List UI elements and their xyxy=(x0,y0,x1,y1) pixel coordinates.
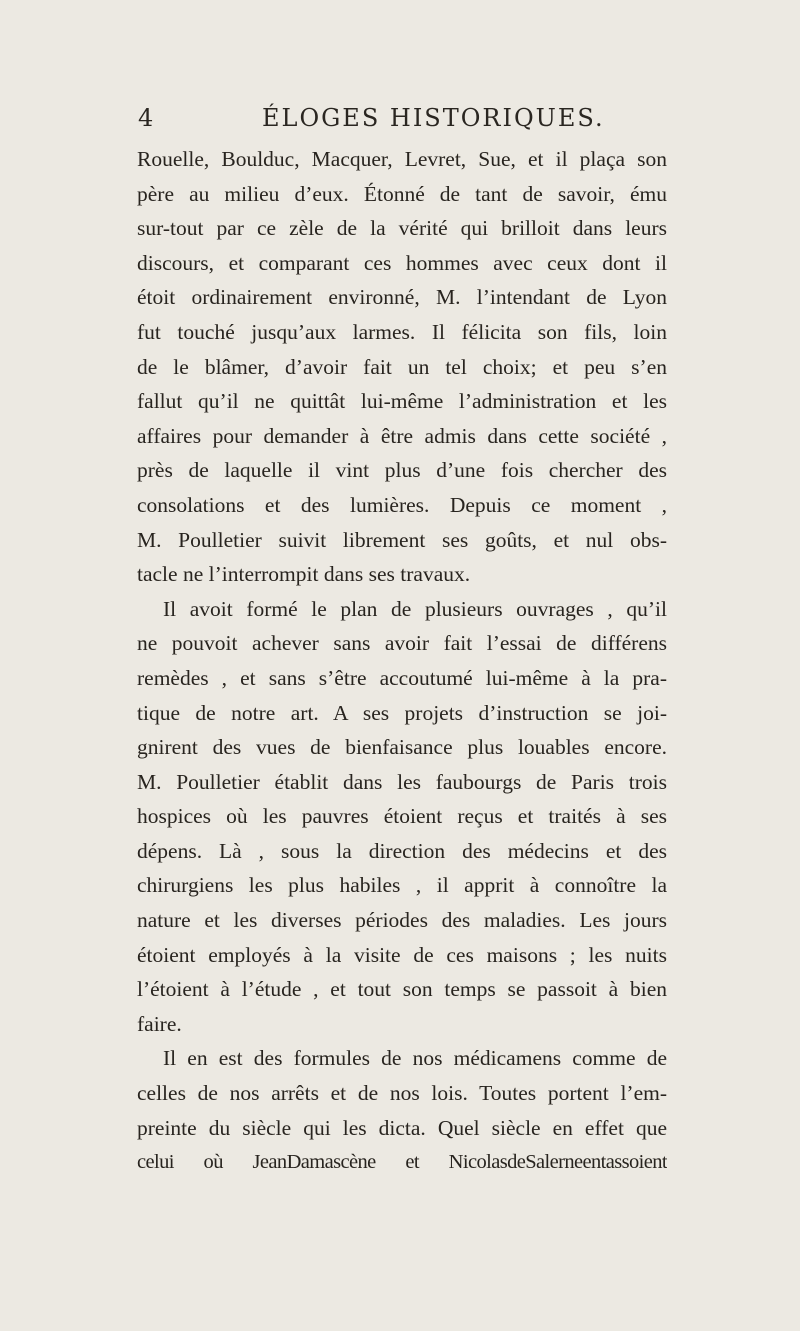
text-line: chirurgiens les plus habiles , il apprit à connoître la xyxy=(137,873,667,898)
text-line: preinte du siècle qui les dicta. Quel siècle en effet que xyxy=(137,1115,667,1140)
text-line: celui où JeanDamascène et NicolasdeSalerneentassoient xyxy=(137,1151,667,1174)
paragraph-start-line: Il avoit formé le plan de plusieurs ouvrages , qu’il xyxy=(163,596,667,621)
text-line: étoit ordinairement environné, M. l’intendant de Lyon xyxy=(137,285,667,310)
running-head xyxy=(138,100,658,140)
text-line: fallut qu’il ne quittât lui-même l’administration et les xyxy=(137,389,667,414)
page-number: 4 xyxy=(138,104,154,132)
text-line: de le blâmer, d’avoir fait un tel choix; et peu s’en xyxy=(137,354,667,379)
text-line: consolations et des lumières. Depuis ce moment , xyxy=(137,492,667,517)
paragraph-start-line: Il en est des formules de nos médicamens comme de xyxy=(163,1046,667,1071)
text-line: affaires pour demander à être admis dans cette société , xyxy=(137,423,667,448)
text-line: tacle ne l’interrompit dans ses travaux. xyxy=(137,562,471,587)
text-line: fut touché jusqu’aux larmes. Il félicita son fils, loin xyxy=(137,319,667,344)
text-line: M. Poulletier suivit librement ses goûts, et nul obs- xyxy=(137,527,667,552)
text-line: hospices où les pauvres étoient reçus et traités à ses xyxy=(137,804,667,829)
text-line: ne pouvoit achever sans avoir fait l’essai de différens xyxy=(137,631,667,656)
text-line: discours, et comparant ces hommes avec ceux dont il xyxy=(137,250,667,275)
running-title: ÉLOGES HISTORIQUES. xyxy=(262,104,605,132)
text-line: Rouelle, Boulduc, Macquer, Levret, Sue, et il plaça son xyxy=(137,147,667,171)
text-line: étoient employés à la visite de ces maisons ; les nuits xyxy=(137,942,667,967)
text-line: celles de nos arrêts et de nos lois. Toutes portent l’em- xyxy=(137,1081,667,1106)
text-line: faire. xyxy=(137,1011,182,1036)
text-line: près de laquelle il vint plus d’une fois chercher des xyxy=(137,458,667,483)
text-line: tique de notre art. A ses projets d’instruction se joi- xyxy=(137,700,667,725)
text-line: gnirent des vues de bienfaisance plus louables encore. xyxy=(137,735,667,760)
text-line: dépens. Là , sous la direction des médecins et des xyxy=(137,838,667,863)
text-line: père au milieu d’eux. Étonné de tant de savoir, ému xyxy=(137,181,667,206)
text-line: M. Poulletier établit dans les faubourgs de Paris trois xyxy=(137,769,667,794)
text-line: remèdes , et sans s’être accoutumé lui-même à la pra- xyxy=(137,665,667,690)
text-line: sur-tout par ce zèle de la vérité qui brilloit dans leurs xyxy=(137,216,667,241)
body-text xyxy=(137,142,667,1180)
text-line: l’étoient à l’étude , et tout son temps se passoit à bien xyxy=(137,977,667,1002)
text-line: nature et les diverses périodes des maladies. Les jours xyxy=(137,908,667,933)
